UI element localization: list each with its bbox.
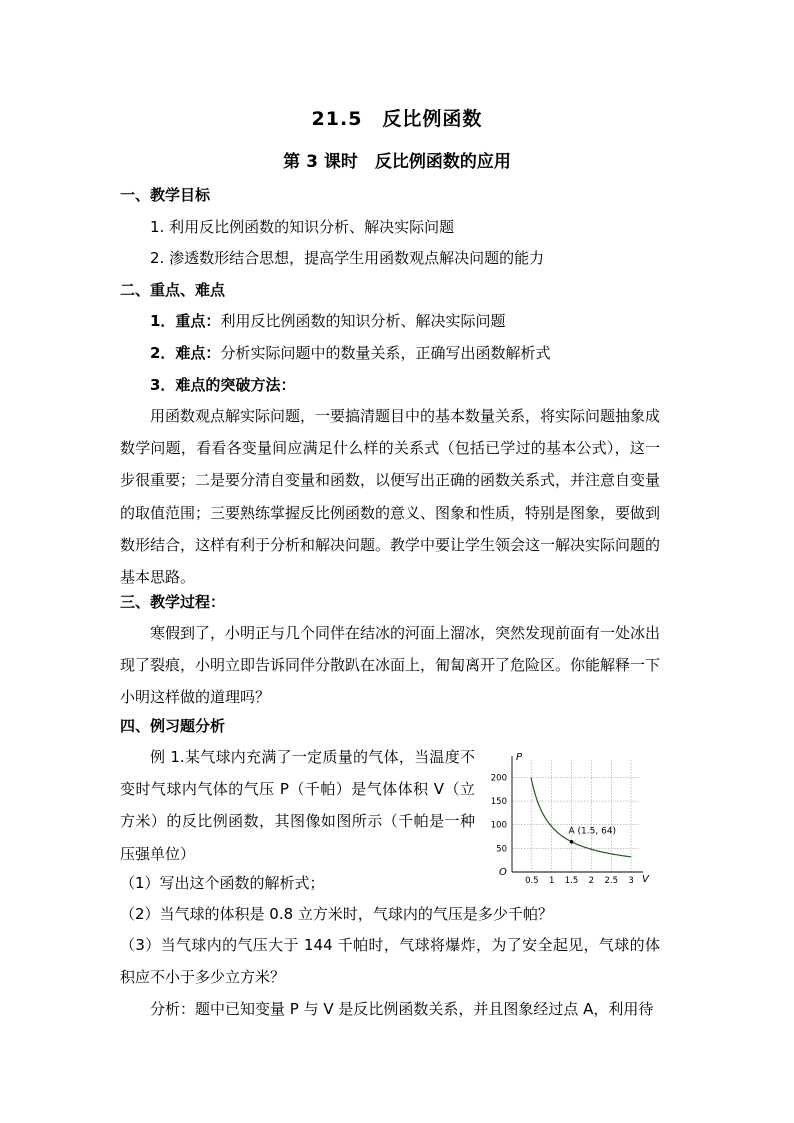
pressure-volume-chart — [472, 748, 652, 888]
keypoint-line — [150, 311, 505, 331]
chart-curve-group — [531, 777, 631, 856]
x-tick-label: 1.5 — [564, 876, 579, 886]
section-heading-keypoints: 二、重点、难点 — [120, 281, 226, 299]
keypoint-text: 利用反比例函数的知识分析、解决实际问题 — [220, 312, 506, 330]
question-3: （3）当气球内的气压大于 144 千帕时，气球将爆炸，为了安全起见，气球的体积应不小于多少立方米？ — [120, 936, 660, 987]
keypoint-label: 1．重点： — [150, 312, 221, 330]
x-tick-label: 3 — [628, 876, 634, 886]
section-heading-objectives: 一、教学目标 — [120, 186, 211, 204]
y-tick-label: 150 — [490, 797, 507, 808]
section-heading-examples: 四、例习题分析 — [120, 717, 226, 735]
point-a-label: A (1.5, 64) — [568, 826, 617, 837]
page-subtitle: 第 3 课时 反比例函数的应用 — [283, 152, 511, 172]
y-tick-label: 200 — [490, 773, 507, 784]
objective-item-1: 1. 利用反比例函数的知识分析、解决实际问题 — [150, 218, 455, 236]
pressure-curve — [531, 777, 631, 856]
difficulty-label: 2．难点： — [150, 344, 221, 362]
x-tick-label: 2 — [588, 876, 595, 886]
analysis-paragraph: 分析：题中已知变量 P 与 V 是反比例函数关系，并且图象经过点 A，利用待 — [150, 1000, 654, 1018]
y-tick-label: 50 — [496, 844, 507, 855]
x-tick-label: 1 — [548, 876, 555, 886]
y-axis-label: P — [516, 752, 523, 763]
page-title: 21.5 反比例函数 — [311, 108, 483, 130]
section-heading-process: 三、教学过程： — [120, 593, 226, 611]
chart-axes — [499, 752, 650, 885]
y-tick-label: 100 — [490, 820, 507, 831]
method-paragraph: 用函数观点解实际问题，一要搞清题目中的基本数量关系，将实际问题抽象成数学问题，看看各变量间应满足什么样的关系式（包括已学过的基本公式），这一步很重要；二是要分清自变量和函数，以便写出正确的函数关系式，并注意自变量的取值范围；三要熟练掌握反比例函数的意义、图象和性质，特别是图象，要做到数形结合，这样有利于分析和解决问题。教学中要让学生领会这一解决实际问题的基本思路。 — [120, 407, 661, 587]
x-tick-label: 0.5 — [525, 876, 539, 886]
process-paragraph: 寒假到了，小明正与几个同伴在结冰的河面上溜冰，突然发现前面有一处冰出现了裂痕，小明立即告诉同伴分散趴在冰面上，匍匐离开了危险区。你能解释一下小明这样做的道理吗？ — [120, 624, 661, 707]
method-label: 3．难点的突破方法： — [150, 376, 296, 394]
difficulty-line — [150, 343, 550, 363]
objective-item-2: 2. 渗透数形结合思想，提高学生用函数观点解决问题的能力 — [150, 249, 545, 267]
difficulty-text: 分析实际问题中的数量关系，正确写出函数解析式 — [220, 344, 551, 362]
example-1-paragraph: 例 1.某气球内充满了一定质量的气体，当温度不变时气球内气体的气压 P（千帕）是气体体积 V（立方米）的反比例函数，其图像如图所示（千帕是一种压强单位） — [120, 748, 475, 863]
x-tick-label: 2.5 — [604, 876, 618, 886]
question-1: （1）写出这个函数的解析式； — [120, 874, 325, 892]
point-a-marker — [570, 840, 574, 844]
question-2: （2）当气球的体积是 0.8 立方米时，气球内的气压是多少千帕？ — [120, 905, 553, 923]
origin-label: O — [499, 867, 507, 878]
chart-point-group — [569, 827, 617, 844]
x-axis-label: V — [642, 874, 649, 885]
